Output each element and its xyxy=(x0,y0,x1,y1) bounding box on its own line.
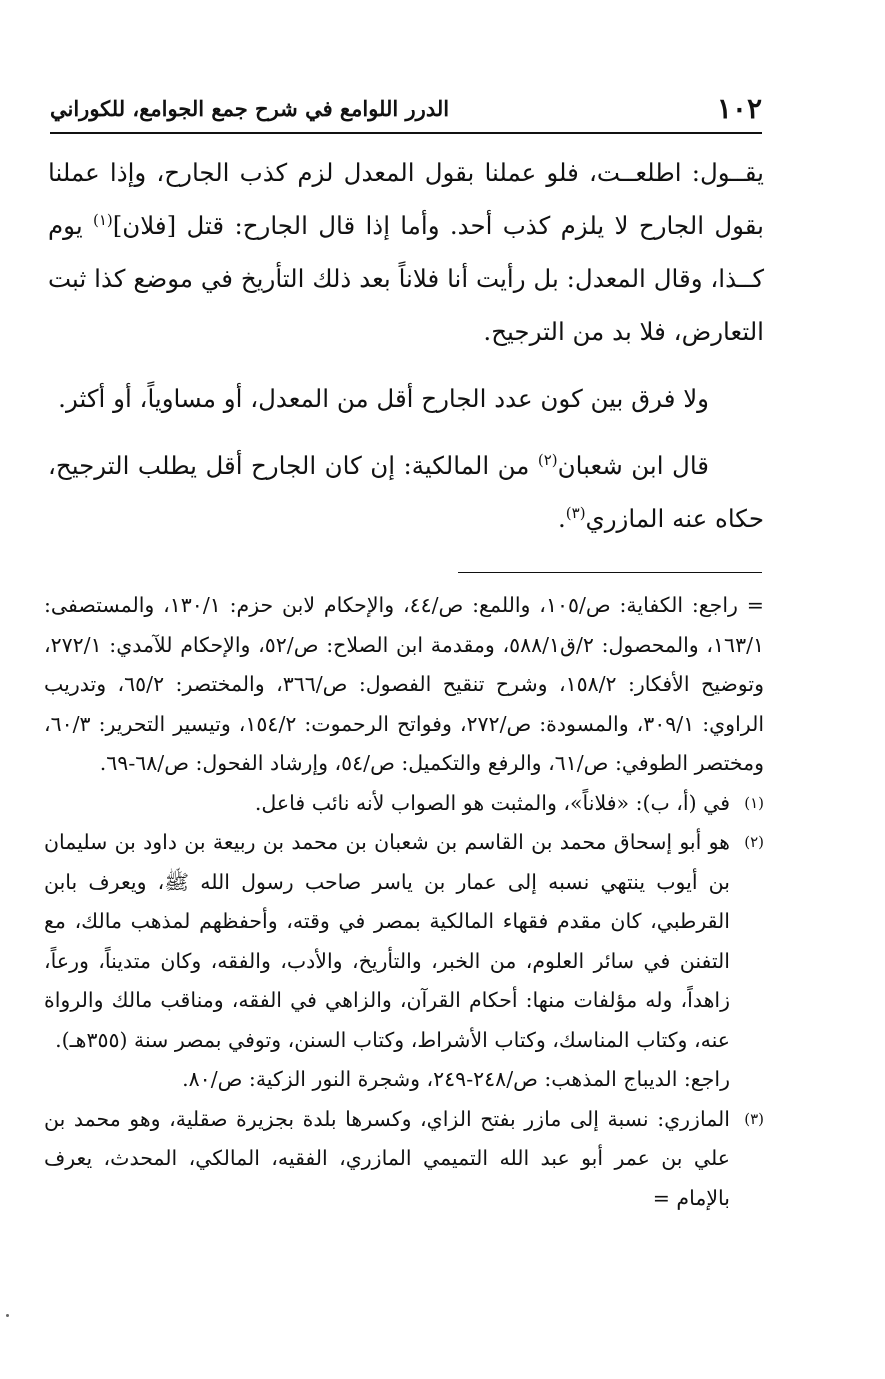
footnote-text-1: في (أ، ب): «فلاناً»، والمثبت هو الصواب لأنه نائب فاعل. xyxy=(254,790,730,815)
paragraph-1 xyxy=(48,146,764,358)
footnote-ref-2: (٢) xyxy=(537,450,558,469)
running-title: الدرر اللوامع في شرح جمع الجوامع، للكوراني xyxy=(50,95,450,121)
scan-speck xyxy=(6,1314,9,1317)
footnotes xyxy=(44,586,764,1218)
footnote-divider xyxy=(458,572,762,573)
paragraph-3-part-c: . xyxy=(557,504,566,533)
page-number: ١٠٢ xyxy=(716,91,762,125)
page-header xyxy=(50,86,762,130)
footnote-text-2-sources: راجع: الديباج المذهب: ص/٢٤٨-٢٤٩، وشجرة النور الزكية: ص/٨٠. xyxy=(182,1067,730,1091)
header-divider xyxy=(50,132,762,134)
footnote-2-sources xyxy=(44,1060,764,1100)
footnote-continuation: = راجع: الكفاية: ص/١٠٥، واللمع: ص/٤٤، والإحكام لابن حزم: ١٣٠/١، والمستصفى: ١٦٣/١، والمحصول: ٢/ق٥٨٨/١، ومقدمة ابن الصلاح: ص/٥٢، والإحكام للآمدي: ٢٧٢/١، وتوضيح الأفكار: ١٥٨/٢، وشرح تنقيح الفصول: ص/٣٦٦، والمختصر: ٦٥/٢، وتدريب الراوي: ٣٠٩/١، والمسودة: ص/٢٧٢، وفواتح الرحموت: ١٥٤/٢، وتيسير التحرير: ٦٠/٣، ومختصر الطوفي: ص/٦١، والرفع والتكميل: ص/٥٤، وإرشاد الفحول: ص/٦٨-٦٩. xyxy=(44,593,765,775)
paragraph-3 xyxy=(48,439,764,545)
footnote-number-2: (٢) xyxy=(744,833,764,851)
footnote-number-1: (١) xyxy=(744,793,764,812)
paragraph-2: ولا فرق بين كون عدد الجارح أقل من المعدل، أو مساوياً، أو أكثر. xyxy=(58,384,709,413)
paragraph-1-part-a: يقــول: اطلعــت، فلو عملنا بقول المعدل لزم كذب الجارح، وإذا عملنا بقول الجارح لا يلزم كذب أحد. وأما إذا قال الجارح: قتل [فلان] xyxy=(48,158,764,240)
footnote-number-3: (٣) xyxy=(744,1109,764,1128)
paragraph-1-part-b: يوم كــذا، وقال المعدل: بل رأيت أنا فلاناً بعد ذلك التأريخ في موضع كذا ثبت التعارض، فلا بد من الترجيح. xyxy=(48,211,764,346)
footnote-1 xyxy=(44,784,764,824)
footnote-ref-1: (١) xyxy=(92,210,113,229)
paragraph-3-part-a: قال ابن شعبان xyxy=(557,451,709,480)
footnote-2 xyxy=(44,823,764,1060)
footnote-text-2: هو أبو إسحاق محمد بن القاسم بن شعبان بن محمد بن ربيعة بن داود بن سليمان بن أيوب ينتهي نسبه إلى عمار بن ياسر صاحب رسول الله ﷺ، ويعرف بابن القرطبي، كان مقدم فقهاء المالكية بمصر في وقته، وأحفظهم لمذهب مالك، مع التفنن في سائر العلوم، من الخبر، والتأريخ، والأدب، والفقه، وكان متديناً، ورعاً، زاهداً، وله مؤلفات منها: أحكام القرآن، والزاهي في الفقه، ومناقب مالك والرواة عنه، وكتاب المناسك، وكتاب الأشراط، وكتاب السنن، وتوفي بمصر سنة (٣٥٥هـ). xyxy=(44,830,730,1052)
paragraph-3-part-b: من المالكية: إن كان الجارح أقل يطلب الترجيح، حكاه عنه المازري xyxy=(48,451,764,533)
footnote-3 xyxy=(44,1100,764,1219)
main-text xyxy=(48,146,764,559)
footnote-text-3: المازري: نسبة إلى مازر بفتح الزاي، وكسرها بلدة بجزيرة صقلية، وهو محمد بن علي بن عمر أبو عبد الله التميمي المازري، الفقيه، المالكي، المحدث، يعرف بالإمام = xyxy=(44,1106,730,1210)
footnote-ref-3: (٣) xyxy=(565,503,586,522)
